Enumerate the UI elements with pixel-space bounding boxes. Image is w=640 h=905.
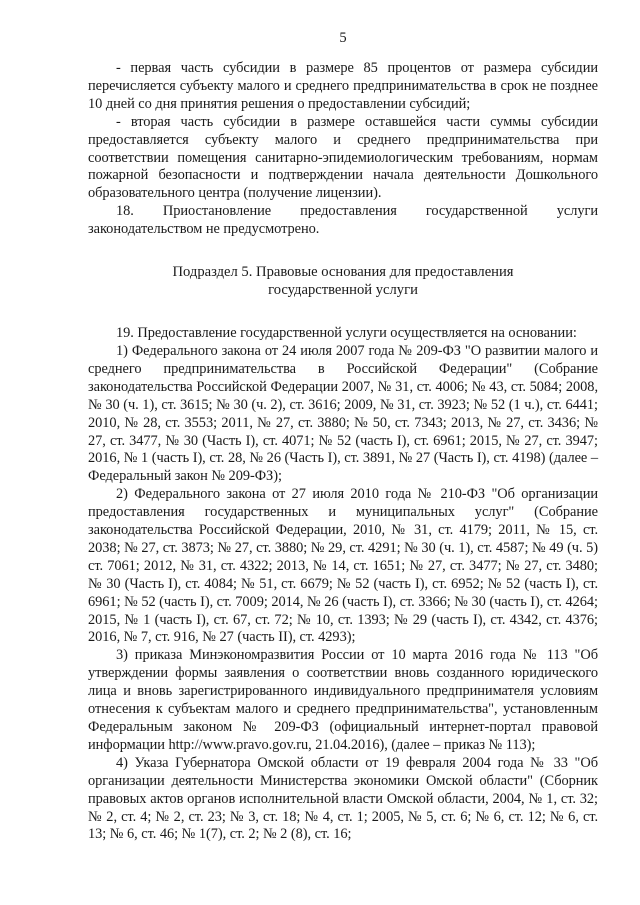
paragraph-subsidy-second-part: - вторая часть субсидии в размере оставшейся части суммы субсидии предоставляется субъекту малого и среднего предпринимательства при соответствии помещения санитарно-эпидемиологическим требованиям, нормам пожарной безопасности и подтверждении начала деятельности Дошкольного образовательного центра (получение лицензии). bbox=[88, 113, 598, 202]
paragraph-order-113: 3) приказа Минэкономразвития России от 10 марта 2016 года № 113 "Об утверждении формы заявления о соответствии вновь созданного юридического лица и вновь зарегистрированного индивидуального предпринимателя условиям отнесения к субъектам малого и среднего предпринимательства", установленным Федеральным законом № 209-ФЗ (официальный интернет-портал правовой информации http://www.pravo.gov.ru, 21.04.2016), (далее – приказ № 113); bbox=[88, 647, 598, 753]
paragraph-law-210-fz: 2) Федерального закона от 27 июля 2010 года № 210-ФЗ "Об организации предоставления государственных и муниципальных услуг" (Собрание законодательства Российской Федерации, 2010, № 31, ст. 4179; 2011, № 15, ст. 2038; № 27, ст. 3873; № 27, ст. 3880; № 29, ст. 4291; № 30 (ч. 1), ст. 4587; № 49 (ч. 5) ст. 7061; 2012, № 31, ст. 4322; 2013, № 14, ст. 1651; № 27, ст. 3477; № 27, ст. 3480; № 30 (Часть I), ст. 4084; № 51, ст. 6679; № 52 (часть I), ст. 6952; № 52 (часть I), ст. 6961; № 52 (часть I), ст. 7009; 2014, № 26 (часть I), ст. 3366; № 30 (часть I), ст. 4264; 2015, № 1 (часть I), ст. 67, ст. 72; № 10, ст. 1393; № 29 (часть I), ст. 4342, ст. 4376; 2016, № 7, ст. 916, № 27 (часть II), ст. 4293); bbox=[88, 486, 598, 646]
subsection-heading bbox=[88, 263, 598, 299]
paragraph-law-209-fz: 1) Федерального закона от 24 июля 2007 года № 209-ФЗ "О развитии малого и среднего предпринимательства в Российской Федерации" (Собрание законодательства Российской Федерации 2007, № 31, ст. 4006; № 43, ст. 5084; 2008, № 30 (ч. 1), ст. 3615; № 30 (ч. 2), ст. 3616; 2009, № 31, ст. 3923; № 52 (1 ч.), ст. 6441; 2010, № 28, ст. 3553; 2011, № 27, ст. 3880; № 50, ст. 7343; 2013, № 27, ст. 3436; № 27, ст. 3477, № 30 (Часть I), ст. 4071; № 52 (часть I), ст. 6961; 2015, № 27, ст. 3947; 2016, № 1 (часть I), ст. 28, № 26 (Часть I), ст. 3891, № 27 (Часть I), ст. 4198) (далее – Федеральный закон № 209-ФЗ); bbox=[88, 342, 598, 485]
paragraph-governor-decree-33: 4) Указа Губернатора Омской области от 19 февраля 2004 года № 33 "Об организации деятельности Министерства экономики Омской области" (Сборник правовых актов органов исполнительной власти Омской области, 2004, № 1, ст. 32; № 2, ст. 4; № 2, ст. 23; № 3, ст. 18; № 4, ст. 1; 2005, № 5, ст. 6; № 6, ст. 12; № 6, ст. 13; № 6, ст. 46; № 1(7), ст. 2; № 2 (8), ст. 16; bbox=[88, 754, 598, 843]
page-number: 5 bbox=[339, 30, 347, 46]
paragraph-subsidy-first-part: - первая часть субсидии в размере 85 процентов от размера субсидии перечисляется субъекту малого и среднего предпринимательства в срок не позднее 10 дней со дня принятия решения о предоставлении субсидий; bbox=[88, 60, 598, 112]
subsection-heading-line-1: Подраздел 5. Правовые основания для предоставления bbox=[172, 264, 514, 281]
paragraph-19-basis: 19. Предоставление государственной услуги осуществляется на основании: bbox=[116, 325, 577, 342]
paragraph-18-suspension: 18. Приостановление предоставления государственной услуги законодательством не предусмотрено. bbox=[88, 203, 598, 238]
document-body bbox=[88, 60, 598, 844]
subsection-heading-line-2: государственной услуги bbox=[268, 282, 418, 299]
document-page bbox=[88, 0, 598, 905]
